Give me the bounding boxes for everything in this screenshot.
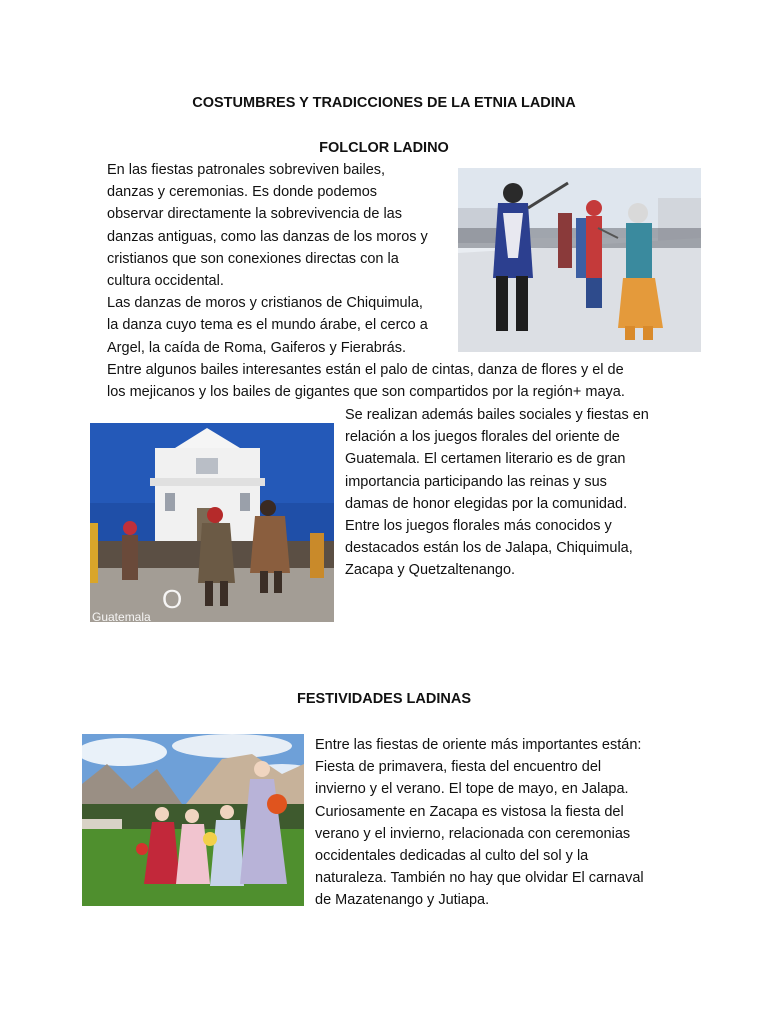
section-heading-folclor: FOLCLOR LADINO [319, 140, 449, 156]
paragraph-juegos-florales [345, 404, 649, 582]
text-line: danzas antiguas, como las danzas de los moros y [107, 228, 428, 245]
text-line: los mejicanos y los bailes de gigantes que son compartidos por la región+ maya. [107, 384, 625, 401]
text-line: invierno y el verano. El tope de mayo, en Jalapa. [315, 781, 629, 798]
text-line: Se realizan además bailes sociales y fiestas en [345, 407, 649, 423]
photo-church-dancers [90, 423, 334, 622]
text-line: cultura occidental. [107, 273, 224, 290]
text-line: observar directamente la sobrevivencia de las [107, 206, 402, 223]
text-line: verano y el invierno, relacionada con ceremonias [315, 825, 631, 842]
text-line: Curiosamente en Zacapa es vistosa la fiesta del [315, 803, 624, 820]
text-line: danzas y ceremonias. Es donde podemos [107, 184, 378, 201]
text-line: destacados están los de Jalapa, Chiquimula, [345, 540, 633, 557]
text-line: cristianos que son conexiones directas con la [107, 250, 399, 267]
paragraph-bailes-interesantes [107, 359, 625, 403]
text-line: Entre los juegos florales más conocidos y [345, 518, 612, 535]
text-line: Guatemala. El certamen literario es de gran [345, 451, 626, 468]
paragraph-fiestas-oriente [315, 734, 644, 912]
text-line: naturaleza. También no hay que olvidar El carnaval [315, 870, 644, 887]
document-title: COSTUMBRES Y TRADICCIONES DE LA ETNIA LADINA [192, 95, 576, 111]
text-line: importancia participando las reinas y sus [345, 473, 607, 490]
svg-text:Guatemala: Guatemala [92, 610, 151, 622]
text-line: occidentales dedicadas al culto del sol y la [315, 848, 589, 865]
text-line: Argel, la caída de Roma, Gaiferos y Fierabrás. [107, 339, 406, 356]
photo-moros-cristianos-dance [458, 168, 701, 352]
text-line: de Mazatenango y Jutiapa. [315, 892, 490, 909]
text-line: Entre las fiestas de oriente más importantes están: [315, 737, 642, 753]
text-line: En las fiestas patronales sobreviven bailes, [107, 162, 386, 178]
text-line: Las danzas de moros y cristianos de Chiquimula, [107, 295, 423, 312]
text-line: damas de honor elegidas por la comunidad. [345, 495, 628, 512]
text-line: Fiesta de primavera, fiesta del encuentro del [315, 759, 602, 776]
photo-festival-women [82, 734, 304, 906]
section-heading-festividades: FESTIVIDADES LADINAS [296, 691, 471, 707]
text-line: relación a los juegos florales del oriente de [345, 429, 620, 446]
text-line: la danza cuyo tema es el mundo árabe, el cerco a [107, 317, 428, 334]
paragraph-folclor-intro [107, 159, 428, 359]
text-line: Zacapa y Quetzaltenango. [345, 562, 516, 579]
svg-text:O: O [162, 584, 183, 614]
text-line: Entre algunos bailes interesantes están el palo de cintas, danza de flores y el de [107, 362, 624, 378]
